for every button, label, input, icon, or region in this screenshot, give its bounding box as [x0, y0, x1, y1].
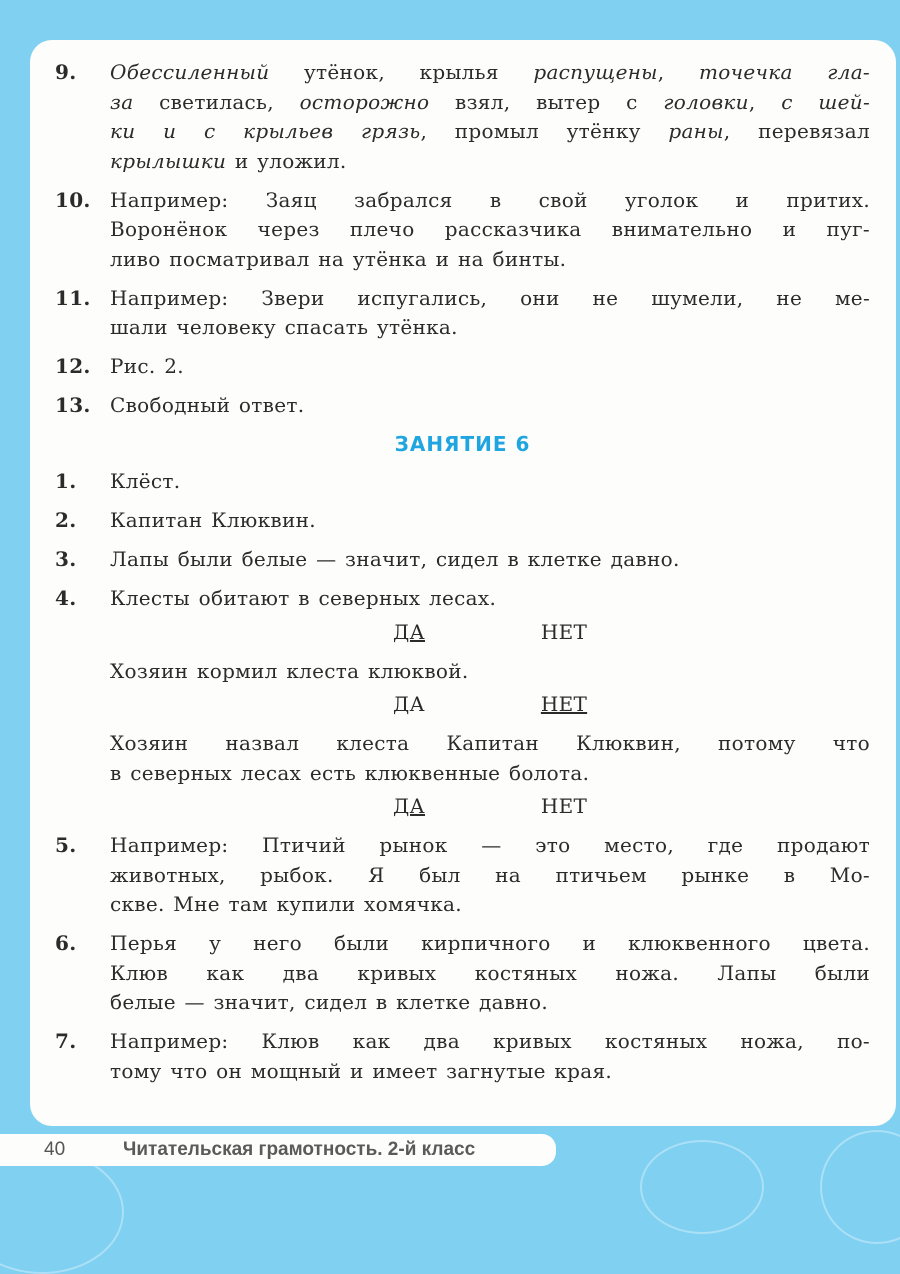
answer-number: 4.: [55, 586, 77, 610]
text-line: [110, 506, 870, 536]
text-segment: Воронёнок через плечо рассказчика внимательно и пуг-: [110, 217, 870, 241]
text-segment: Например: Птичий рынок — это место, где продают: [110, 833, 870, 857]
answer-number: 12.: [55, 354, 91, 378]
text-line: [110, 729, 870, 759]
text-segment: Лапы были белые — значит, сидел в клетке давно.: [110, 547, 680, 571]
italic-phrase: осторожно: [299, 89, 430, 114]
text-line: [110, 759, 870, 789]
answer-item: [55, 391, 870, 421]
text-line: [110, 988, 870, 1018]
text-segment: , перевязал: [723, 119, 870, 143]
lesson-6-answers: [55, 467, 870, 1086]
text-segment: Клюв как два кривых костяных ножа. Лапы были: [110, 960, 870, 985]
no-option: НЕТ: [540, 619, 588, 644]
answer-item: [55, 545, 870, 575]
text-line: [110, 284, 870, 314]
answer-item: [55, 58, 870, 176]
text-line: [110, 584, 870, 614]
italic-phrase: ки и с крыльев грязь: [110, 119, 421, 143]
text-segment: белые — значит, сидел в клетке давно.: [110, 990, 549, 1014]
text-segment: Капитан Клюквин.: [110, 508, 316, 532]
text-line: [110, 245, 870, 275]
italic-phrase: за: [110, 89, 134, 114]
answer-text: [110, 467, 870, 497]
text-segment: Клесты обитают в северных лесах.: [110, 586, 497, 610]
answer-item: [55, 467, 870, 497]
text-line: [110, 959, 870, 989]
text-segment: ,: [657, 60, 700, 84]
answer-text: [110, 58, 870, 176]
text-segment: животных, рыбок. Я был на птичьем рынке в Мо-: [110, 862, 870, 887]
text-segment: Хозяин кормил клеста клюквой.: [110, 658, 469, 683]
text-line: [110, 58, 870, 88]
answer-number: 9.: [55, 60, 77, 84]
text-segment: Например: Заяц забрался в свой уголок и притих.: [110, 187, 870, 212]
yes-no-choice: [55, 690, 870, 720]
text-line: [110, 186, 870, 216]
italic-phrase: раны: [668, 119, 724, 143]
text-line: [110, 1057, 870, 1087]
answer-item: [55, 657, 870, 687]
yes-no-choice: [55, 618, 870, 648]
text-line: [110, 352, 870, 382]
text-line: [110, 215, 870, 245]
answer-text: [110, 929, 870, 1018]
italic-phrase: головки: [663, 89, 749, 114]
text-segment: Рис. 2.: [110, 354, 184, 378]
italic-phrase: распущены: [533, 60, 658, 84]
book-title: Читательская грамотность. 2-й класс: [123, 1139, 476, 1160]
text-line: [110, 467, 870, 497]
answer-text: [110, 391, 870, 421]
text-segment: утёнок, крылья: [269, 60, 534, 84]
answer-text: [110, 506, 870, 536]
answer-number: 5.: [55, 833, 77, 857]
text-line: [110, 545, 870, 575]
no-option: НЕТ: [540, 692, 588, 716]
text-line: [110, 391, 870, 421]
page-number: 40: [44, 1139, 66, 1160]
text-segment: взял, вытер с: [429, 89, 664, 114]
answer-item: [55, 352, 870, 382]
text-segment: Например: Звери испугались, они не шумели, не ме-: [110, 285, 870, 310]
text-segment: Свободный ответ.: [110, 393, 305, 417]
answer-text: [110, 186, 870, 275]
answer-number: [55, 657, 110, 687]
text-line: [110, 831, 870, 861]
text-line: [110, 861, 870, 891]
answer-item: [55, 1027, 870, 1086]
text-line: [110, 657, 870, 687]
answer-number: [55, 729, 110, 788]
answer-text: [110, 1027, 870, 1086]
answer-number: 13.: [55, 393, 91, 417]
answer-number: 6.: [55, 931, 77, 955]
answer-item: [55, 929, 870, 1018]
answer-panel: [30, 40, 896, 1126]
text-segment: тому что он мощный и имеет загнутые края.: [110, 1058, 613, 1083]
answer-item: [55, 186, 870, 275]
answer-text: [110, 352, 870, 382]
text-segment: светилась,: [133, 89, 300, 114]
text-segment: , промыл утёнку: [420, 119, 669, 143]
text-line: [110, 88, 870, 118]
text-segment: в северных лесах есть клюквенные болота.: [110, 760, 590, 785]
answer-item: [55, 831, 870, 920]
text-segment: и уложил.: [226, 148, 347, 173]
answer-number: 1.: [55, 469, 77, 493]
yes-option: ДА: [392, 692, 425, 716]
italic-phrase: крылышки: [110, 148, 227, 173]
answer-number: 10.: [55, 187, 91, 212]
text-line: [110, 117, 870, 147]
yes-option: ДА: [392, 794, 425, 818]
section-heading: ЗАНЯТИЕ 6: [394, 432, 531, 456]
text-segment: Например: Клюв как два кривых костяных ножа, по-: [110, 1029, 870, 1053]
text-line: [110, 313, 870, 343]
text-segment: Хозяин назвал клеста Капитан Клюквин, потому что: [110, 731, 870, 755]
answer-number: 2.: [55, 508, 77, 532]
answer-number: 3.: [55, 547, 77, 571]
answer-number: 11.: [55, 285, 91, 310]
answer-number: 7.: [55, 1029, 77, 1053]
background-doodle: [640, 1140, 764, 1234]
background-doodle: [0, 1150, 124, 1274]
answer-item: [55, 506, 870, 536]
text-segment: Клёст.: [110, 469, 181, 493]
answer-text: [110, 545, 870, 575]
text-segment: Перья у него были кирпичного и клюквенного цвета.: [110, 931, 870, 955]
italic-phrase: Обессиленный: [110, 60, 270, 84]
italic-phrase: точечка гла-: [699, 60, 870, 84]
answer-text: [110, 729, 870, 788]
answer-text: [110, 284, 870, 343]
answers-content: [55, 58, 870, 1096]
answer-item: [55, 284, 870, 343]
answer-text: [110, 584, 870, 614]
answer-text: [110, 831, 870, 920]
answer-text: [110, 657, 870, 687]
text-segment: ливо посматривал на утёнка и на бинты.: [110, 246, 567, 271]
text-segment: шали человеку спасать утёнка.: [110, 315, 458, 339]
yes-no-choice: [55, 792, 870, 822]
page-footer: [0, 1134, 556, 1166]
text-segment: скве. Мне там купили хомячка.: [110, 892, 462, 916]
yes-option: ДА: [392, 619, 425, 644]
text-segment: ,: [748, 89, 782, 114]
lesson-5-answers: [55, 58, 870, 421]
text-line: [110, 890, 870, 920]
text-line: [110, 147, 870, 177]
text-line: [110, 929, 870, 959]
answer-item: [55, 584, 870, 614]
no-option: НЕТ: [540, 794, 588, 818]
text-line: [110, 1027, 870, 1057]
answer-item: [55, 729, 870, 788]
background-doodle: [820, 1130, 900, 1244]
italic-phrase: с шей-: [781, 89, 870, 114]
